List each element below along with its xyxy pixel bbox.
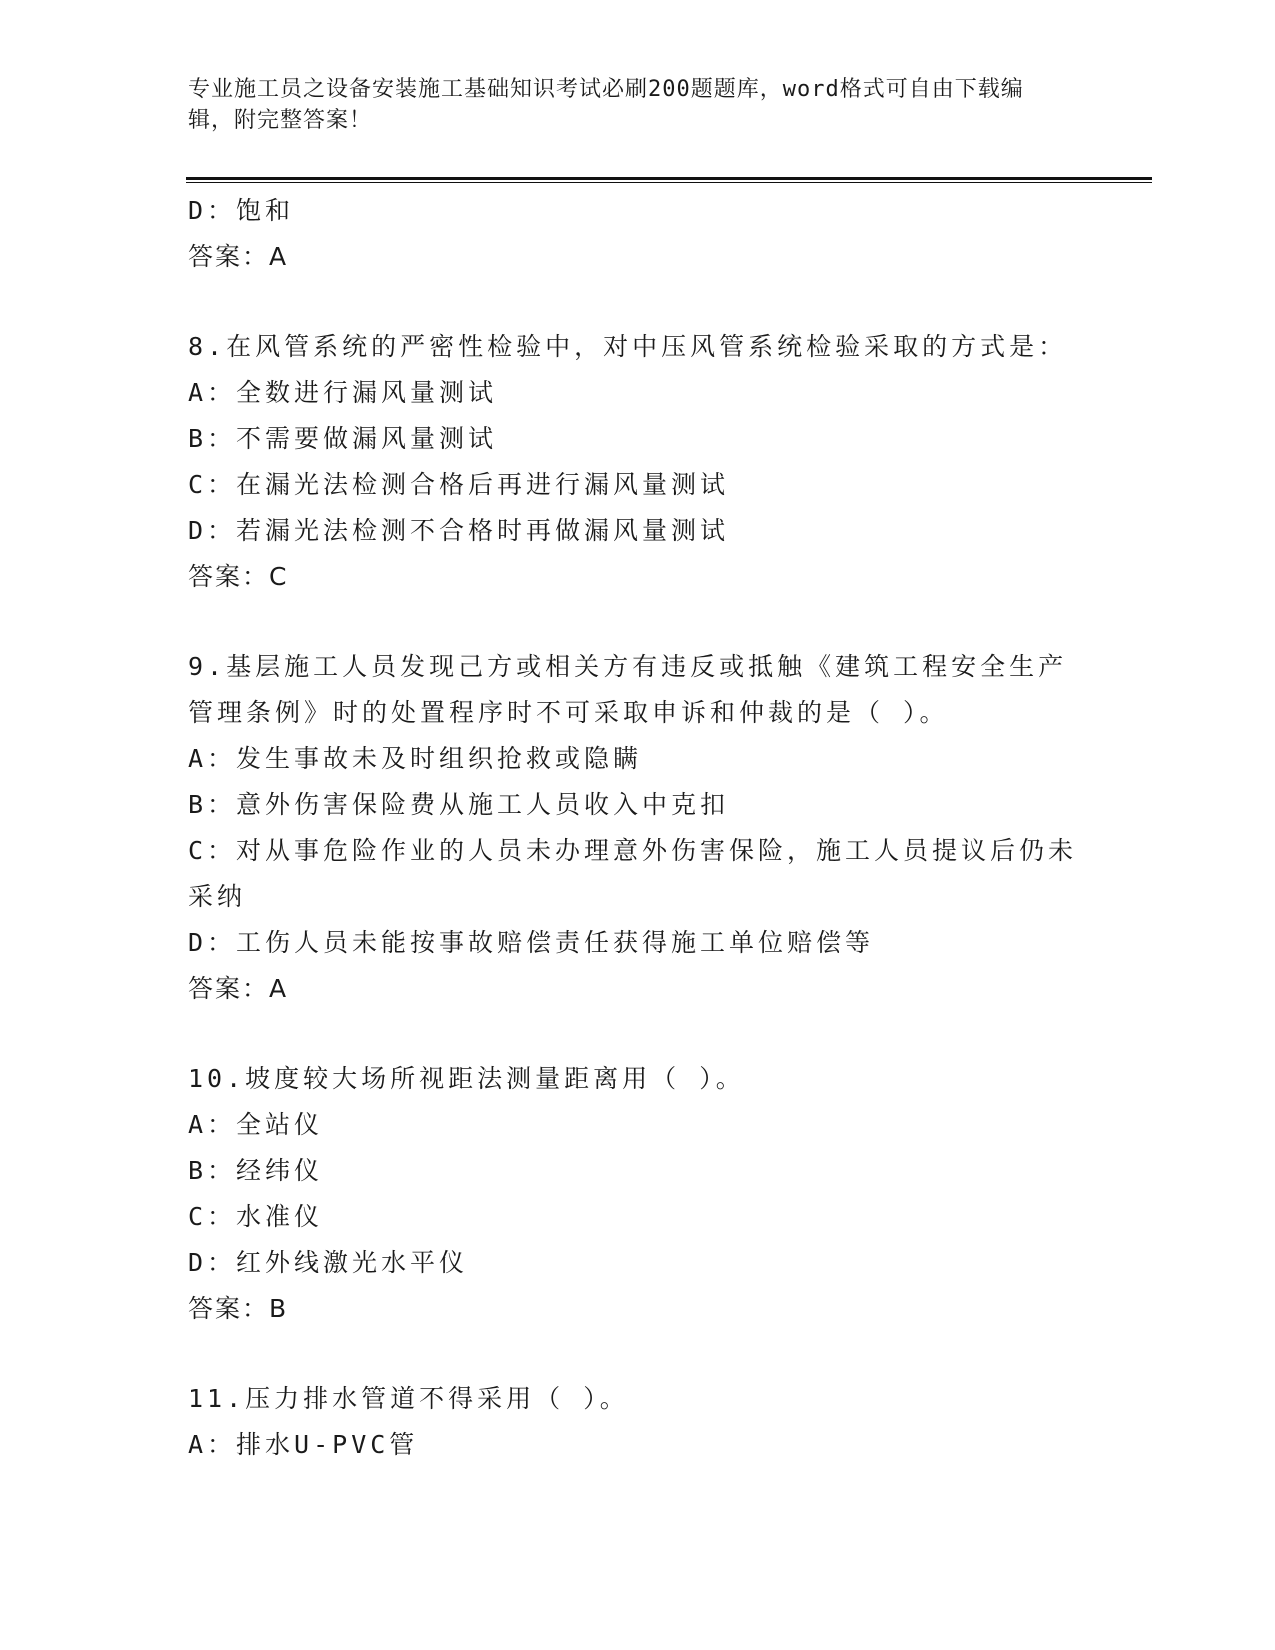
question-11	[188, 1376, 1088, 1468]
option-b: B：意外伤害保险费从施工人员收入中克扣	[188, 790, 730, 819]
answer: 答案：B	[188, 1294, 289, 1323]
document-header	[188, 74, 1068, 136]
question-8	[188, 324, 1088, 600]
question-text-line-1: 9.基层施工人员发现己方或相关方有违反或抵触《建筑工程安全生产	[188, 652, 1068, 681]
option-c-line-1: C：对从事危险作业的人员未办理意外伤害保险，施工人员提议后仍未	[188, 836, 1078, 865]
previous-question-tail	[188, 188, 1088, 280]
option-d: D：工伤人员未能按事故赔偿责任获得施工单位赔偿等	[188, 928, 875, 957]
option-c: C：在漏光法检测合格后再进行漏风量测试	[188, 470, 730, 499]
option-a: A：全站仪	[188, 1110, 324, 1139]
header-divider-thin	[186, 182, 1152, 183]
question-text-line-2: 管理条例》时的处置程序时不可采取申诉和仲裁的是（ ）。	[188, 698, 949, 727]
question-text: 11.压力排水管道不得采用（ ）。	[188, 1384, 629, 1413]
header-text: 专业施工员之设备安装施工基础知识考试必刷200题题库，word格式可自由下载编辑，附完整答案！	[188, 77, 1024, 133]
option-a: A：排水U-PVC管	[188, 1430, 419, 1459]
spacer	[188, 1012, 1088, 1056]
option-c: C：水准仪	[188, 1202, 324, 1231]
question-text: 8.在风管系统的严密性检验中，对中压风管系统检验采取的方式是：	[188, 332, 1068, 361]
question-10	[188, 1056, 1088, 1332]
spacer	[188, 600, 1088, 644]
option-d: D：饱和	[188, 196, 295, 225]
header-divider-thick	[186, 177, 1152, 180]
document-body	[188, 188, 1088, 1468]
option-b: B：不需要做漏风量测试	[188, 424, 498, 453]
option-b: B：经纬仪	[188, 1156, 324, 1185]
question-9	[188, 644, 1088, 1012]
option-a: A：发生事故未及时组织抢救或隐瞒	[188, 744, 643, 773]
question-text: 10.坡度较大场所视距法测量距离用（ ）。	[188, 1064, 745, 1093]
option-a: A：全数进行漏风量测试	[188, 378, 498, 407]
answer: 答案：A	[188, 242, 289, 271]
spacer	[188, 1332, 1088, 1376]
option-d: D：红外线激光水平仪	[188, 1248, 469, 1277]
answer: 答案：A	[188, 974, 289, 1003]
answer: 答案：C	[188, 562, 289, 591]
spacer	[188, 280, 1088, 324]
option-c-line-2: 采纳	[188, 882, 247, 911]
option-d: D：若漏光法检测不合格时再做漏风量测试	[188, 516, 730, 545]
